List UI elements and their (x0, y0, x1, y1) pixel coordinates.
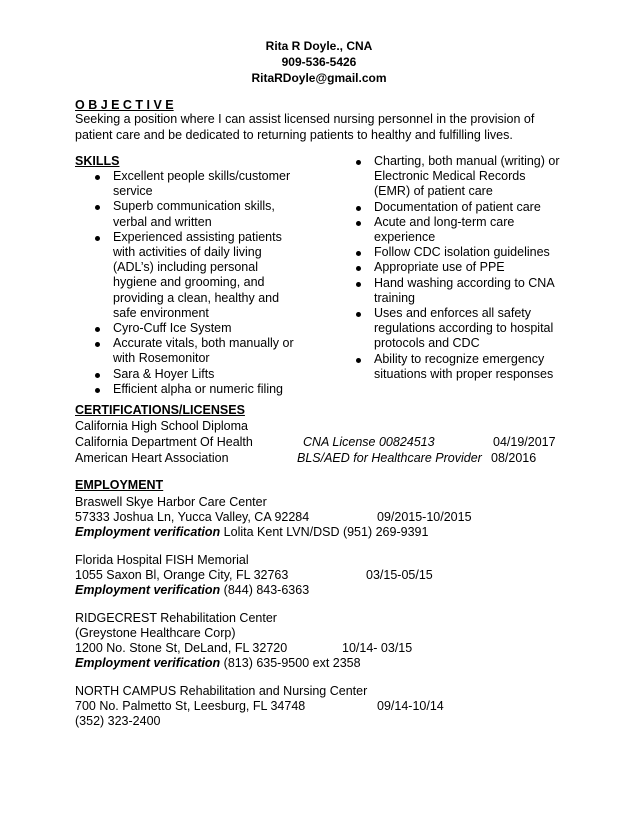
skill-text: Acute and long-term care (374, 214, 515, 229)
skill-item (91, 199, 316, 229)
skill-text: (EMR) of patient care (374, 184, 493, 199)
skill-item (352, 306, 572, 352)
skills-list-left (91, 169, 316, 397)
skill-text: situations with proper responses (374, 366, 554, 381)
skill-text: service (113, 184, 153, 199)
job-dates: 09/2015-10/2015 (377, 510, 472, 524)
objective-line: Seeking a position where I can assist licensed nursing personnel in the provision of (75, 112, 535, 126)
skill-text: regulations according to hospital (374, 321, 554, 336)
skill-text: verbal and written (113, 214, 212, 229)
skill-item (352, 276, 572, 306)
job-address: 57333 Joshua Ln, Yucca Valley, CA 92284 (75, 510, 310, 524)
job-verification (75, 655, 361, 671)
skill-item (91, 321, 316, 336)
skill-text: training (374, 290, 415, 305)
bullet-icon (356, 312, 361, 317)
bullet-icon (356, 206, 361, 211)
skill-text: Electronic Medical Records (374, 169, 526, 184)
bullet-icon (95, 236, 100, 241)
cert-health-dept: California Department Of Health (75, 435, 253, 449)
skill-text: Cyro-Cuff Ice System (113, 321, 232, 336)
bullet-icon (95, 205, 100, 210)
skill-item (91, 336, 316, 366)
job-verification (75, 582, 309, 598)
candidate-name: Rita R Doyle., CNA (265, 39, 373, 53)
verification-label: Employment verification (75, 525, 221, 539)
skill-text: Hand washing according to CNA (374, 275, 555, 290)
bullet-icon (356, 266, 361, 271)
objective-text (75, 111, 555, 143)
skill-text: hygiene and grooming, and (113, 275, 265, 290)
skill-text: Follow CDC isolation guidelines (374, 245, 550, 260)
skill-item (91, 230, 316, 321)
cert-bls: BLS/AED for Healthcare Provider (297, 451, 482, 465)
skills-heading: SKILLS (75, 154, 120, 168)
bullet-icon (356, 282, 361, 287)
skill-text: Sara & Hoyer Lifts (113, 366, 215, 381)
cert-cna-license: CNA License 00824513 (303, 435, 435, 449)
skill-text: Excellent people skills/customer (113, 169, 291, 183)
objective-heading: O B J E C T I V E (75, 98, 174, 112)
job-dates: 10/14- 03/15 (342, 641, 413, 655)
skill-text: Accurate vitals, both manually or (113, 336, 294, 351)
job-employer: NORTH CAMPUS Rehabilitation and Nursing Center (75, 684, 368, 698)
skill-text: with Rosemonitor (113, 351, 210, 366)
resume-header (0, 38, 638, 86)
skill-text: Efficient alpha or numeric filing (113, 381, 283, 396)
skill-text: safe environment (113, 305, 209, 320)
job-address: 700 No. Palmetto St, Leesburg, FL 34748 (75, 699, 306, 713)
skill-text: Ability to recognize emergency (374, 351, 545, 366)
skill-item (352, 200, 572, 215)
skill-text: Appropriate use of PPE (374, 260, 505, 275)
skill-text: experience (374, 230, 436, 245)
bullet-icon (95, 342, 100, 347)
verification-contact: (844) 843-6363 (223, 583, 310, 597)
skill-text: Charting, both manual (writing) or (374, 154, 560, 168)
skill-item (91, 169, 316, 199)
bullet-icon (95, 175, 100, 180)
job-phone: (352) 323-2400 (75, 714, 161, 728)
job-dates: 09/14-10/14 (377, 699, 444, 713)
skill-text: providing a clean, healthy and (113, 290, 280, 305)
job-address: 1055 Saxon Bl, Orange City, FL 32763 (75, 568, 289, 582)
cert-diploma: California High School Diploma (75, 419, 248, 433)
skill-item (352, 215, 572, 245)
cert-bls-date: 08/2016 (491, 451, 537, 465)
skill-item (91, 367, 316, 382)
job-address: 1200 No. Stone St, DeLand, FL 32720 (75, 641, 288, 655)
bullet-icon (95, 373, 100, 378)
bullet-icon (356, 160, 361, 165)
certifications-heading: CERTIFICATIONS/LICENSES (75, 403, 245, 417)
skill-item (352, 260, 572, 275)
skills-list-right (352, 154, 572, 382)
skill-text: with activities of daily living (113, 245, 262, 260)
skill-text: Experienced assisting patients (113, 229, 282, 244)
job-employer: Braswell Skye Harbor Care Center (75, 495, 267, 509)
skill-item (91, 382, 316, 397)
verification-label: Employment verification (75, 583, 221, 597)
cert-cna-date: 04/19/2017 (493, 435, 556, 449)
skill-item (352, 245, 572, 260)
job-parent-company: (Greystone Healthcare Corp) (75, 626, 236, 640)
bullet-icon (95, 327, 100, 332)
job-dates: 03/15-05/15 (366, 568, 433, 582)
job-employer: RIDGECREST Rehabilitation Center (75, 611, 277, 625)
job-employer: Florida Hospital FISH Memorial (75, 553, 249, 567)
bullet-icon (95, 388, 100, 393)
verification-contact: Lolita Kent LVN/DSD (951) 269-9391 (223, 525, 429, 539)
skill-text: protocols and CDC (374, 336, 480, 351)
skill-text: (ADL’s) including personal (113, 260, 258, 275)
bullet-icon (356, 358, 361, 363)
cert-heart-assoc: American Heart Association (75, 451, 229, 465)
bullet-icon (356, 251, 361, 256)
job-verification (75, 524, 428, 540)
skill-item (352, 352, 572, 382)
verification-contact: (813) 635-9500 ext 2358 (223, 656, 361, 670)
bullet-icon (356, 221, 361, 226)
candidate-phone: 909-536-5426 (281, 55, 357, 69)
skill-text: Superb communication skills, (113, 199, 275, 214)
candidate-email: RitaRDoyle@gmail.com (251, 71, 387, 85)
verification-label: Employment verification (75, 656, 221, 670)
skill-item (352, 154, 572, 200)
skill-text: Uses and enforces all safety (374, 306, 532, 321)
employment-heading: EMPLOYMENT (75, 478, 164, 492)
skill-text: Documentation of patient care (374, 199, 541, 214)
objective-line: patient care and be dedicated to returning patients to healthy and fulfilling lives. (75, 128, 513, 142)
